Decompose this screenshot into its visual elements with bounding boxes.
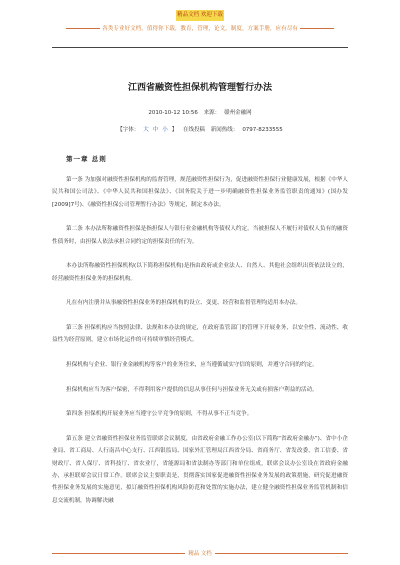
paragraph: 第一条 为加强对融资性担保机构的监督管理，规范融资性担保行为，促进融资性担保行业健康发展，根据《中华人民共和国公司法》、《中华人民共和国担保法》、《国务院关于进一步明确融资性担保业务监管职责的通知》(国办发[2009]7号)、《融资性担保公司管理暂行办法》等规定，制定本办法。: [52, 177, 348, 208]
font-size-close: 】: [171, 127, 178, 133]
publish-date: 2010-10-12 10:56: [148, 110, 198, 116]
header-tagline-bar: [66, 21, 334, 35]
header-rule-right: [300, 28, 334, 29]
header-divider: [52, 47, 348, 48]
article-tools: [0, 125, 400, 133]
paragraph: 担保机构应当为客户保密，不得利用客户提供的信息从事任何与担保业务无关或有损客户利益的活动。: [66, 386, 318, 393]
header-badge: 精品文档 欢迎下载: [176, 10, 224, 21]
source-label: 来源：: [203, 110, 221, 116]
article-title: 江西省融资性担保机构管理暂行办法: [127, 83, 272, 93]
footer-bar: [52, 549, 348, 557]
font-size-medium-link[interactable]: 中: [152, 127, 159, 133]
font-size-small-link[interactable]: 小: [162, 127, 168, 133]
paragraph: 凡在有内注册并从事融资性担保业务的担保机构的设立、变更、经营和监督管理均适用本办法。: [66, 300, 301, 307]
footer-rule-right: [215, 553, 348, 554]
article-body: [52, 174, 348, 519]
paragraph: 第二条 本办法所称融资性担保是指担保人与银行业金融机构等债权人约定，当被担保人不履行对债权人负有的融资性债务时，由担保人依法承担合同约定的担保责任的行为。: [52, 226, 348, 245]
font-size-label: 【字体：: [117, 127, 140, 133]
font-size-large-link[interactable]: 大: [143, 127, 149, 133]
paragraph: 担保机构与企业、银行业金融机构等客户的业务往来，应当遵循诚实守信的原则，并遵守合同的约定。: [66, 362, 318, 368]
source-name: 赣州金融网: [224, 110, 252, 116]
paragraph: 第三条 担保机构应当按照法律、法规和本办法的规定，在政府监管部门的管理下开展业务，以安全性、流动性、收益性为经营原则，建立市场化运作的可持续审慎经营模式。: [52, 325, 348, 344]
footer-rule-left: [52, 553, 185, 554]
submit-article-link[interactable]: 在线投稿: [183, 127, 206, 133]
paragraph: 本办法所称融资性担保机构(以下简称担保机构)是指由政府或企业法人、自然人、其他社会组织出资依法设立的，经营融资性担保业务的担保机构。: [52, 263, 348, 282]
hotline-label: 新闻热线：: [210, 127, 239, 133]
header-tagline: 各类专业好文档，值得你下载，教育，管理，论文，制度，方案手册，应有尽有: [102, 26, 298, 32]
header-rule-left: [66, 28, 100, 29]
footer-text: 精品 文档: [188, 551, 212, 557]
paragraph: 第五条 建立省融资性担保业务监管联席会议制度，由省政府金融工作办公室(以下简称“省政府金融办”)、省中小企业局、省工商局、人行南昌中心支行、江西银监局、国家外汇管理局江西省分局、省商务厅、省发改委、省工信委、省财政厅、省人保厅、省科技厅、省农业厅，省能源局和省法制办等部门和单位组成，联席会议办公室设在省政府金融办，承担联席会议日常工作。联席会议主要职责是，贯彻落实国家促进融资性担保业务发展的政策措施，研究促进融资性担保业务发展的实施意见，拟订融资性担保机构风险防范和处置的实施办法，建立健全融资性担保业务监管机制和信息交流机制，协调解决融: [52, 435, 348, 504]
chapter-heading: 第一章 总则: [66, 155, 107, 163]
article-meta: [0, 108, 400, 116]
paragraph: 第四条 担保机构开展业务应当遵守公平竞争的原则，不得从事不正当竞争。: [66, 411, 253, 418]
hotline-number: 0797-8233555: [242, 127, 283, 133]
